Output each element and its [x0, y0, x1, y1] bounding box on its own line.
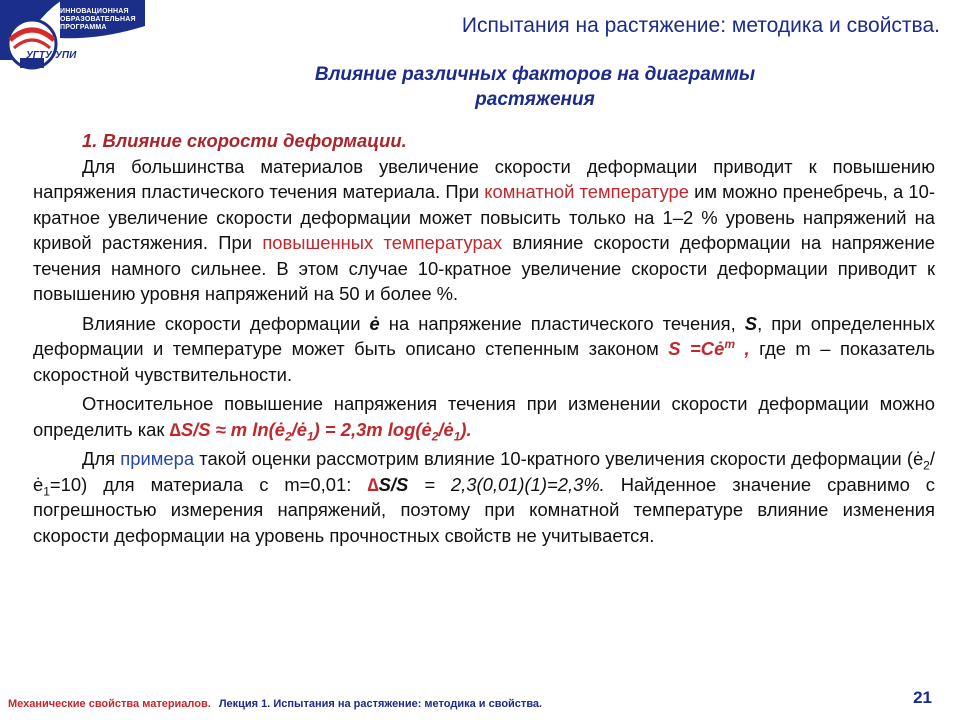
subtitle-line-2: растяжения	[475, 89, 595, 110]
page-title: Испытания на растяжение: методика и свойства.	[461, 14, 940, 37]
p3-sub-3: 2	[431, 429, 439, 444]
logo-line-2: ОБРАЗОВАТЕЛЬНАЯ	[60, 16, 136, 23]
paragraph-3	[33, 391, 935, 442]
p1-text-e: влияние скорости деформации на напряжение течения намного сильнее. В этом случае 10-кратное увеличение скорости деформации приводит к повышению уровня напряжений на 50 и более %.	[33, 232, 935, 304]
p3-text-a: Относительное повышение напряжения течения при изменении скорости деформации можно определить как	[33, 393, 935, 440]
p4-text-c: такой оценки рассмотрим влияние 10-кратного увеличения скорости деформации (ė	[194, 448, 924, 469]
p3-formula	[180, 418, 472, 444]
logo-brand: УГТУ-УПИ	[26, 50, 77, 61]
p3-f-e: /ė	[438, 418, 454, 440]
p4-text-h: Найденное значение сравнимо с погрешностью измерения напряжений, поэтому при комнатной температуре влияние изменения скорости деформации на уровень прочностных свойств не учитывается.	[33, 473, 935, 546]
p2-text-c: на напряжение пластического течения,	[379, 312, 745, 334]
p2-power-exponent: m	[724, 336, 735, 351]
logo-line-1: ИННОВАЦИОННАЯ	[60, 8, 129, 15]
paragraph-2	[33, 311, 935, 388]
p1-text-c: им можно пренебречь, а 10-кратное увеличение скорости деформации может повысить только на 1–2 % уровень напряжений на кривой растяжения. При	[33, 181, 935, 253]
page-number: 21	[913, 688, 932, 707]
p2-strain-rate-symbol: ė	[369, 312, 380, 334]
p4-sub-2: 1	[43, 484, 50, 499]
p2-stress-symbol: S	[744, 312, 758, 334]
delta-symbol: ∆	[169, 418, 181, 440]
footer-lecture: Лекция 1. Испытания на растяжение: методика и свойства.	[218, 698, 543, 710]
p3-f-c: /ė	[291, 418, 307, 440]
footer-course: Механические свойства материалов.	[8, 698, 211, 710]
footer	[8, 698, 542, 710]
p2-text-i: где m – показатель скоростной чувствительности.	[33, 338, 936, 385]
p3-sub-1: 2	[284, 429, 292, 444]
delta-symbol: ∆	[367, 473, 379, 495]
p2-comma: ,	[734, 338, 750, 359]
paragraph-4	[33, 446, 935, 548]
p4-sub-1: 2	[923, 458, 930, 473]
p3-f-b: S/S ≈ m ln(ė	[180, 418, 285, 440]
p3-f-f: ).	[460, 418, 472, 440]
logo-line-3: ПРОГРАММА	[60, 24, 107, 31]
subtitle-line-1: Влияние различных факторов на диаграммы	[314, 64, 756, 85]
p4-text-d: /ė	[33, 448, 935, 495]
p2-power-law: S =Cė	[668, 338, 725, 359]
p3-f-d: ) = 2,3m log(ė	[313, 418, 432, 440]
p2-text-a: Влияние скорости деформации	[82, 312, 370, 334]
p4-text-a: Для	[82, 448, 121, 469]
p3-sub-4: 1	[453, 429, 461, 444]
paragraph-1	[33, 154, 935, 307]
p4-result: = 2,3(0,01)(1)=2,3%.	[408, 473, 605, 495]
p4-text-e: =10) для материала с m=0,01:	[49, 473, 368, 495]
p3-sub-2: 1	[306, 429, 314, 444]
slide-subtitle	[230, 62, 840, 112]
logo	[0, 0, 145, 82]
p4-example-word: примера	[120, 448, 195, 469]
p1-highlight-high-temp: повышенных температурах	[262, 232, 503, 253]
section-heading: 1. Влияние скорости деформации.	[82, 130, 407, 151]
p4-ratio: S/S	[378, 473, 409, 495]
slide-body	[33, 128, 935, 548]
p2-text-e: , при определенных деформации и температуре может быть описано степенным законом	[33, 312, 935, 359]
p1-highlight-room-temp: комнатной температуре	[484, 181, 689, 202]
p1-text-a: Для большинства материалов увеличение скорости деформации приводит к повышению напряжения пластического течения материала. При	[33, 155, 935, 202]
